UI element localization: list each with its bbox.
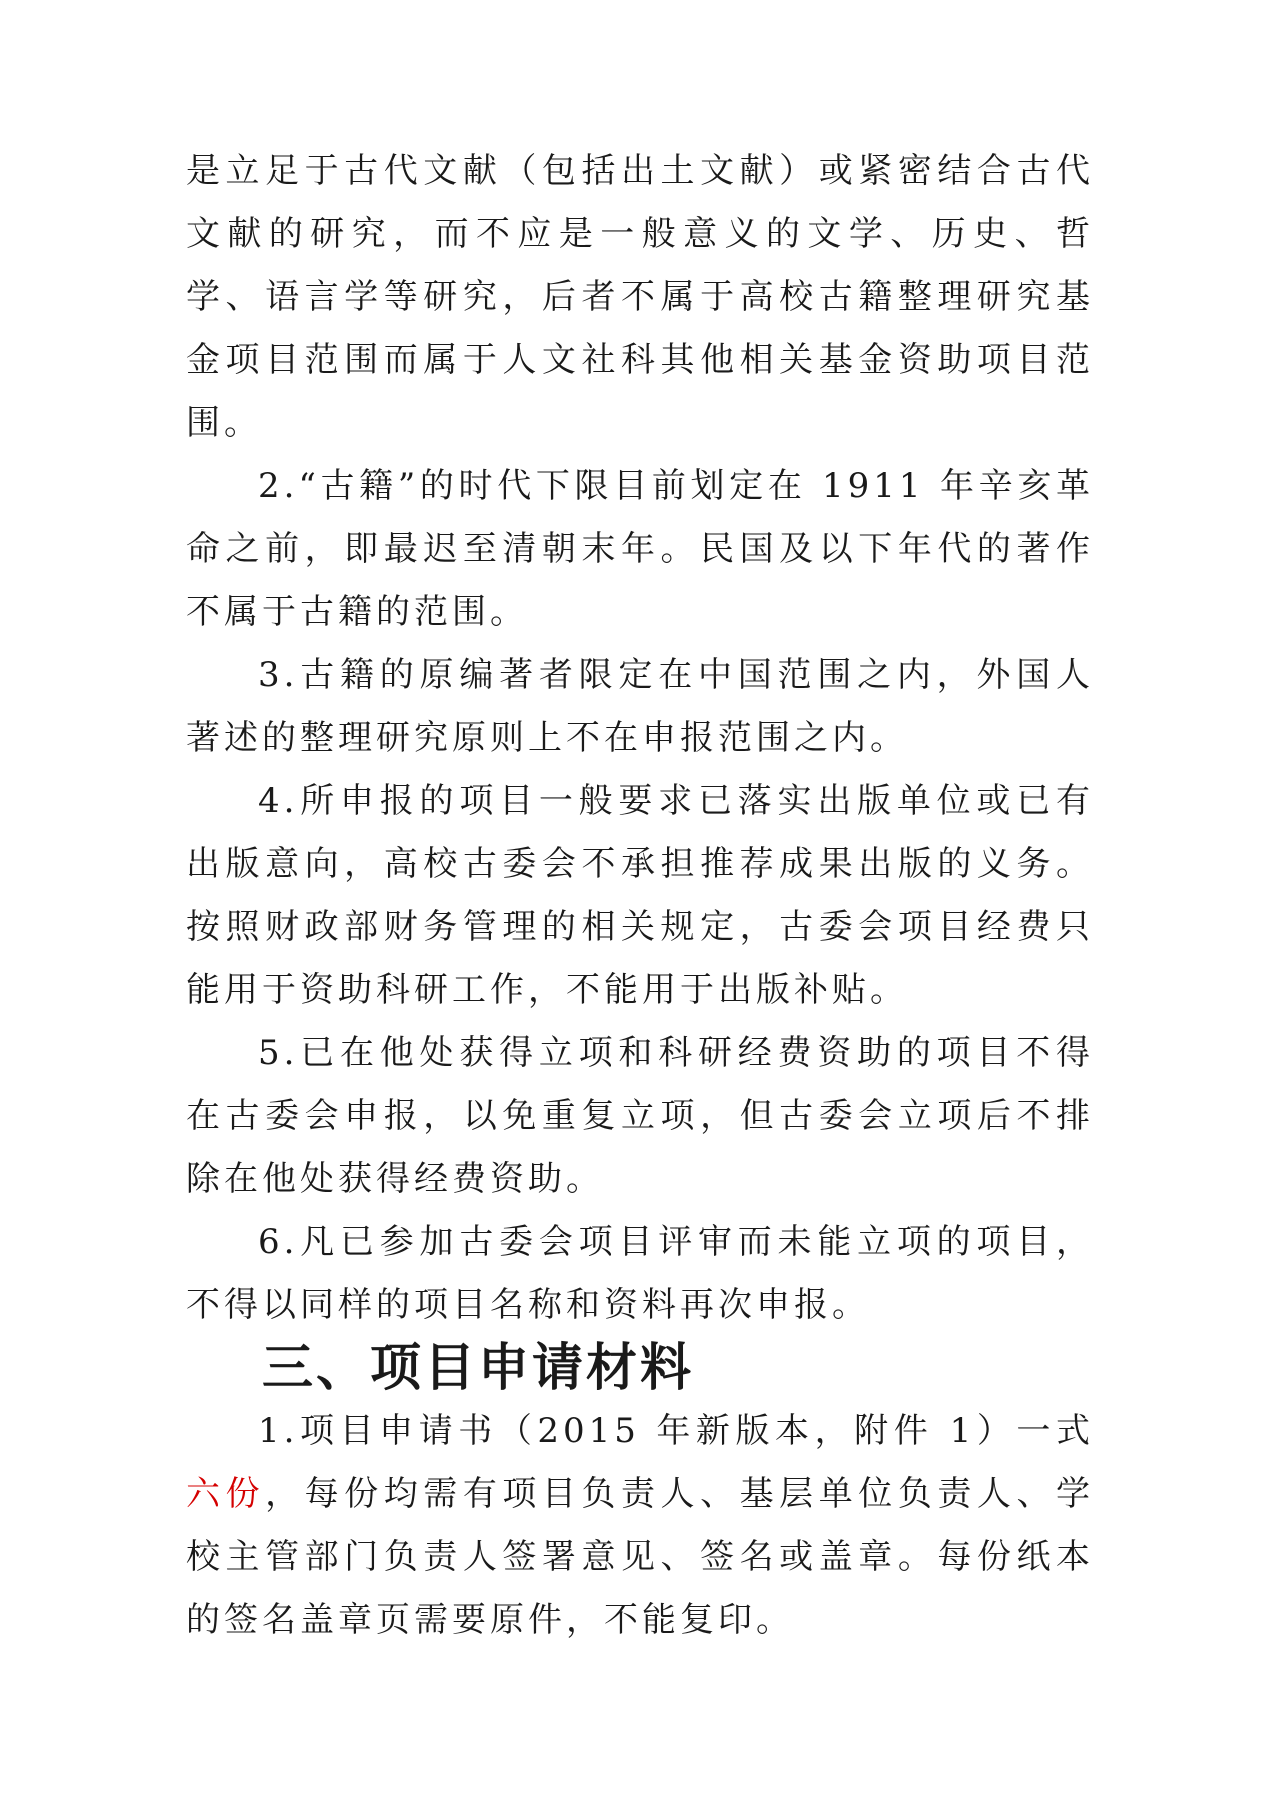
section-heading: 三、项目申请材料 [262, 1339, 695, 1398]
paragraph-item-4: 4.所申报的项目一般要求已落实出版单位或已有出版意向，高校古委会不承担推荐成果出版的义务。按照财政部财务管理的相关规定，古委会项目经费只能用于资助科研工作，不能用于出版补贴。 [186, 781, 1094, 1010]
paragraph-item-6: 6.凡已参加古委会项目评审而未能立项的项目，不得以同样的项目名称和资料再次申报。 [186, 1222, 1094, 1325]
paragraph-item-5: 5.已在他处获得立项和科研经费资助的项目不得在古委会申报，以免重复立项，但古委会立项后不排除在他处获得经费资助。 [186, 1033, 1094, 1199]
paragraph-item-3: 3.古籍的原编著者限定在中国范围之内，外国人著述的整理研究原则上不在申报范围之内。 [186, 655, 1094, 758]
item1-text-before: 1.项目申请书（2015 年新版本，附件 1）一式 [258, 1411, 1094, 1451]
highlight-copies: 六份 [186, 1474, 266, 1514]
item1-text-after: ，每份均需有项目负责人、基层单位负责人、学校主管部门负责人签署意见、签名或盖章。每份纸本的签名盖章页需要原件，不能复印。 [186, 1474, 1095, 1640]
paragraph-application-item-1 [186, 1400, 1094, 1652]
document-body [186, 140, 1094, 1652]
paragraph-continuation: 是立足于古代文献（包括出土文献）或紧密结合古代文献的研究，而不应是一般意义的文学、历史、哲学、语言学等研究，后者不属于高校古籍整理研究基金项目范围而属于人文社科其他相关基金资助项目范围。 [186, 151, 1094, 443]
paragraph-item-2: 2.“古籍”的时代下限目前划定在 1911 年辛亥革命之前，即最迟至清朝末年。民国及以下年代的著作不属于古籍的范围。 [186, 466, 1094, 632]
